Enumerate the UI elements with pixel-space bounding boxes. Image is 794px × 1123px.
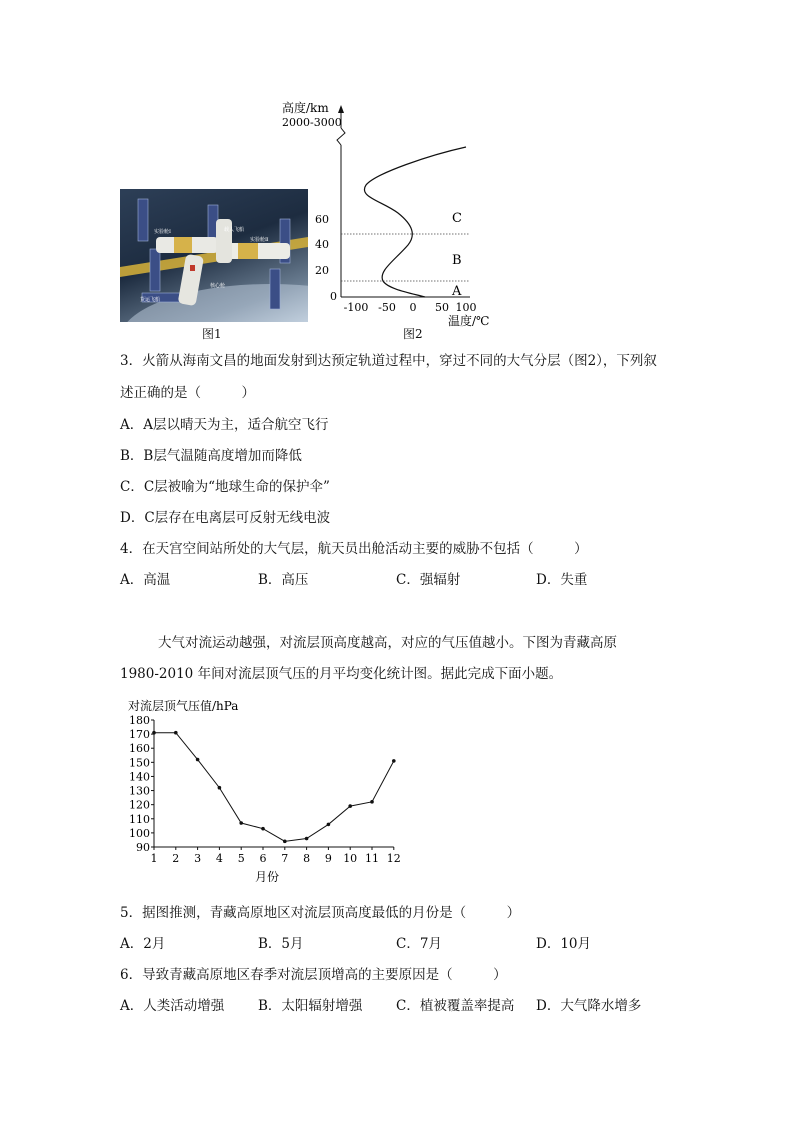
fig2-y-arrow xyxy=(338,105,344,113)
fig2-layer-a: A xyxy=(452,284,462,299)
q4-option-c[interactable]: C．强辐射 xyxy=(396,572,461,588)
fig2-layer-c: C xyxy=(452,211,462,226)
q4-option-b[interactable]: B．高压 xyxy=(258,572,309,588)
chart-x-tick-label: 1 xyxy=(150,852,158,865)
chart-data-point xyxy=(239,821,243,825)
q4-option-a[interactable]: A．高温 xyxy=(120,572,171,588)
chart-x-tick-label: 9 xyxy=(324,852,332,865)
atmosphere-layers-diagram xyxy=(270,95,510,335)
chart-series-line xyxy=(154,733,394,842)
chart-x-tick-label: 12 xyxy=(386,852,401,865)
chart-data-point xyxy=(348,804,352,808)
label-lab-1: 实验舱Ⅰ xyxy=(154,229,171,235)
chart-y-tick-label: 140 xyxy=(129,770,150,784)
label-core-module: 核心舱 xyxy=(210,283,226,289)
chart-data-point xyxy=(283,840,287,844)
fig2-y-tick-40: 40 xyxy=(315,238,329,251)
chart-y-tick-label: 90 xyxy=(136,841,150,854)
chart-y-tick-label: 110 xyxy=(129,812,150,826)
chart-x-tick-label: 5 xyxy=(237,852,245,865)
chart-x-axis-label: 月份 xyxy=(254,870,280,884)
q3-option-b[interactable]: B．B层气温随高度增加而降低 xyxy=(120,448,302,464)
q6-option-d[interactable]: D．大气降水增多 xyxy=(536,998,642,1014)
chart-data-point xyxy=(370,800,374,804)
chart-y-tick-label: 160 xyxy=(129,742,150,756)
q5-stem: 5．据图推测，青藏高原地区对流层顶高度最低的月份是（ ） xyxy=(120,905,521,921)
chart-y-tick-label: 130 xyxy=(129,784,150,798)
chart-y-tick-label: 120 xyxy=(129,798,150,812)
fig2-y-axis-label: 高度/km xyxy=(282,101,329,115)
q4-option-d[interactable]: D．失重 xyxy=(536,572,588,588)
fig2-temperature-curve xyxy=(364,147,466,297)
chart-y-tick-label: 170 xyxy=(129,728,150,742)
fig2-x-tick-minus50: -50 xyxy=(378,301,396,314)
q6-option-b[interactable]: B．太阳辐射增强 xyxy=(258,998,363,1014)
chart-x-tick-label: 7 xyxy=(281,852,289,865)
chart-data-point xyxy=(196,758,200,762)
fig2-y-tick-0: 0 xyxy=(330,290,337,303)
fig2-x-tick-0: 0 xyxy=(409,301,417,314)
label-cargo-ship: 货运飞船 xyxy=(140,297,161,303)
q3-option-a[interactable]: A．A层以晴天为主，适合航空飞行 xyxy=(120,417,329,433)
chart-x-tick-label: 11 xyxy=(365,852,379,865)
fig2-x-tick-minus100: -100 xyxy=(343,301,369,314)
chart-data-point xyxy=(174,731,178,735)
label-lab-2: 实验舱Ⅱ xyxy=(250,237,269,243)
tropopause-pressure-chart xyxy=(120,695,420,890)
fig2-x-axis-label: 温度/℃ xyxy=(448,314,490,328)
chart-x-tick-label: 2 xyxy=(172,852,180,865)
chart-y-tick-label: 100 xyxy=(129,826,150,840)
q3-stem-line1: 3．火箭从海南文昌的地面发射到达预定轨道过程中，穿过不同的大气分层（图2），下列叙 xyxy=(120,353,657,369)
fig2-x-tick-50: 50 xyxy=(435,301,449,314)
chart-y-tick-label: 150 xyxy=(129,756,150,770)
fig2-y-tick-20: 20 xyxy=(315,264,329,277)
q4-stem: 4．在天宫空间站所处的大气层，航天员出舱活动主要的威胁不包括（ ） xyxy=(120,541,588,557)
q5-option-d[interactable]: D．10月 xyxy=(536,936,592,952)
chart-data-point xyxy=(392,759,396,763)
chart-x-tick-label: 3 xyxy=(194,852,202,865)
chart-data-point xyxy=(261,827,265,831)
fig2-y-axis-top: 2000-3000 xyxy=(282,116,342,129)
chart-data-point xyxy=(327,823,331,827)
chart-data-point xyxy=(152,731,156,735)
q6-stem: 6．导致青藏高原地区春季对流层顶增高的主要原因是（ ） xyxy=(120,967,507,983)
chart-y-axis-label: 对流层顶气压值/hPa xyxy=(128,699,239,713)
q5-option-c[interactable]: C．7月 xyxy=(396,936,442,952)
chart-y-tick-label: 180 xyxy=(129,714,150,727)
passage-line1: 大气对流运动越强，对流层顶高度越高，对应的气压值越小。下图为青藏高原 xyxy=(158,635,617,651)
q5-option-b[interactable]: B．5月 xyxy=(258,936,304,952)
fig2-x-tick-100: 100 xyxy=(455,301,477,314)
figure2-caption: 图2 xyxy=(403,327,423,341)
chart-x-tick-label: 6 xyxy=(259,852,267,865)
chart-data-point xyxy=(305,837,309,841)
fig2-y-tick-60: 60 xyxy=(315,213,329,226)
chart-x-tick-label: 10 xyxy=(343,852,358,865)
q6-option-a[interactable]: A．人类活动增强 xyxy=(120,998,225,1014)
passage-line2: 1980-2010 年间对流层顶气压的月平均变化统计图。据此完成下面小题。 xyxy=(120,666,563,682)
chart-x-tick-label: 8 xyxy=(303,852,311,865)
q3-option-d[interactable]: D．C层存在电离层可反射无线电波 xyxy=(120,510,331,526)
chart-data-point xyxy=(218,786,222,790)
q3-option-c[interactable]: C．C层被喻为“地球生命的保护伞” xyxy=(120,479,330,495)
label-crew-ship: 载人飞船 xyxy=(224,227,245,233)
q3-stem-line2: 述正确的是（ ） xyxy=(120,385,255,401)
chart-x-tick-label: 4 xyxy=(215,852,223,865)
q6-option-c[interactable]: C．植被覆盖率提高 xyxy=(396,998,515,1014)
q5-option-a[interactable]: A．2月 xyxy=(120,936,166,952)
fig2-layer-b: B xyxy=(452,253,462,268)
figure1-caption: 图1 xyxy=(202,327,222,341)
